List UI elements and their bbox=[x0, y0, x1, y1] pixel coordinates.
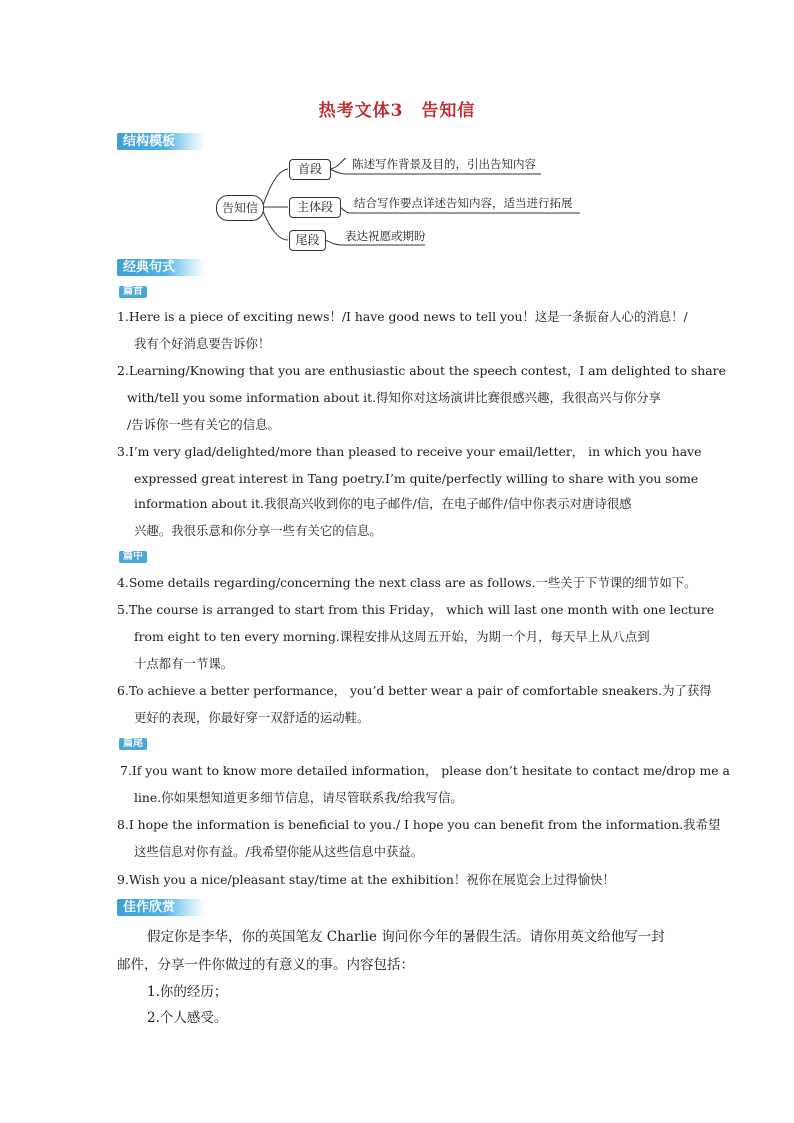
sentence-5-line-1: 5.The course is arranged to start from this Friday， which will last one month with one lecture bbox=[117, 602, 715, 617]
sample-point-2: 2.个人感受。 bbox=[147, 1010, 228, 1026]
sentence-6-line-1: 6.To achieve a better performance， you’d better wear a pair of comfortable sneakers.为了获得 bbox=[117, 683, 712, 698]
sentence-7-line-1: 7.If you want to know more detailed information， please don’t hesitate to contact me/drop me a bbox=[120, 763, 730, 778]
sentence-1-line-1: 1.Here is a piece of exciting news！/I have good news to tell you！这是一条振奋人心的消息！/ bbox=[117, 309, 688, 324]
sentence-5-line-3: 十点都有一节课。 bbox=[134, 656, 234, 671]
mindmap-desc-closing: 表达祝愿或期盼 bbox=[345, 229, 426, 243]
subsection-opening: 篇首 bbox=[119, 286, 147, 298]
sentence-8-line-1: 8.I hope the information is beneficial to you./ I hope you can benefit from the information.我希望 bbox=[117, 817, 721, 832]
sentence-3-line-1: 3.I’m very glad/delighted/more than pleased to receive your email/letter， in which you have bbox=[117, 444, 702, 459]
sentence-8-line-2: 这些信息对你有益。/我希望你能从这些信息中获益。 bbox=[134, 844, 424, 859]
subsection-middle: 篇中 bbox=[119, 551, 147, 563]
sentence-6-line-2: 更好的表现，你最好穿一双舒适的运动鞋。 bbox=[134, 710, 370, 725]
mindmap-branch-opening: 首段 bbox=[289, 159, 331, 180]
subsection-ending: 篇尾 bbox=[119, 738, 147, 750]
section-tag-structure: 结构模板 bbox=[117, 133, 205, 150]
sentence-4-line-1: 4.Some details regarding/concerning the next class are as follows.一些关于下节课的细节如下。 bbox=[117, 575, 697, 590]
sentence-7-line-2: line.你如果想知道更多细节信息，请尽管联系我/给我写信。 bbox=[134, 790, 463, 805]
sentence-5-line-2: from eight to ten every morning.课程安排从这周五开始，为期一个月，每天早上从八点到 bbox=[134, 629, 650, 644]
mindmap-desc-body: 结合写作要点详述告知内容，适当进行拓展 bbox=[354, 196, 573, 210]
page-title: 热考文体3 告知信 bbox=[318, 101, 476, 121]
sample-intro-line-1: 假定你是李华，你的英国笔友 Charlie 询问你今年的暑假生活。请你用英文给他写一封 bbox=[147, 929, 665, 945]
section-tag-sample: 佳作欣赏 bbox=[117, 899, 205, 916]
mindmap-branch-body: 主体段 bbox=[289, 197, 341, 218]
mindmap-center: 告知信 bbox=[216, 195, 264, 221]
mindmap-connectors bbox=[0, 0, 794, 260]
sentence-2-line-1: 2.Learning/Knowing that you are enthusiastic about the speech contest，I am delighted to share bbox=[117, 363, 726, 378]
sentence-3-line-4: 兴趣。我很乐意和你分享一些有关它的信息。 bbox=[134, 523, 382, 538]
sentence-2-line-3: /告诉你一些有关它的信息。 bbox=[127, 417, 280, 432]
sentence-9-line-1: 9.Wish you a nice/pleasant stay/time at the exhibition！祝你在展览会上过得愉快！ bbox=[117, 872, 615, 887]
mindmap-branch-closing: 尾段 bbox=[289, 230, 326, 251]
sentence-1-line-2: 我有个好消息要告诉你！ bbox=[134, 336, 271, 351]
sample-point-1: 1.你的经历； bbox=[147, 984, 228, 1000]
sample-intro-line-2: 邮件，分享一件你做过的有意义的事。内容包括： bbox=[117, 957, 414, 973]
sentence-3-line-2: expressed great interest in Tang poetry.I’m quite/perfectly willing to share with you some bbox=[134, 471, 699, 486]
sentence-3-line-3: information about it.我很高兴收到你的电子邮件/信，在电子邮件/信中你表示对唐诗很感 bbox=[134, 496, 632, 511]
mindmap-desc-opening: 陈述写作背景及目的，引出告知内容 bbox=[352, 157, 536, 171]
sentence-2-line-2: with/tell you some information about it.得知你对这场演讲比赛很感兴趣，我很高兴与你分享 bbox=[127, 390, 662, 405]
section-tag-classic: 经典句式 bbox=[117, 259, 205, 276]
